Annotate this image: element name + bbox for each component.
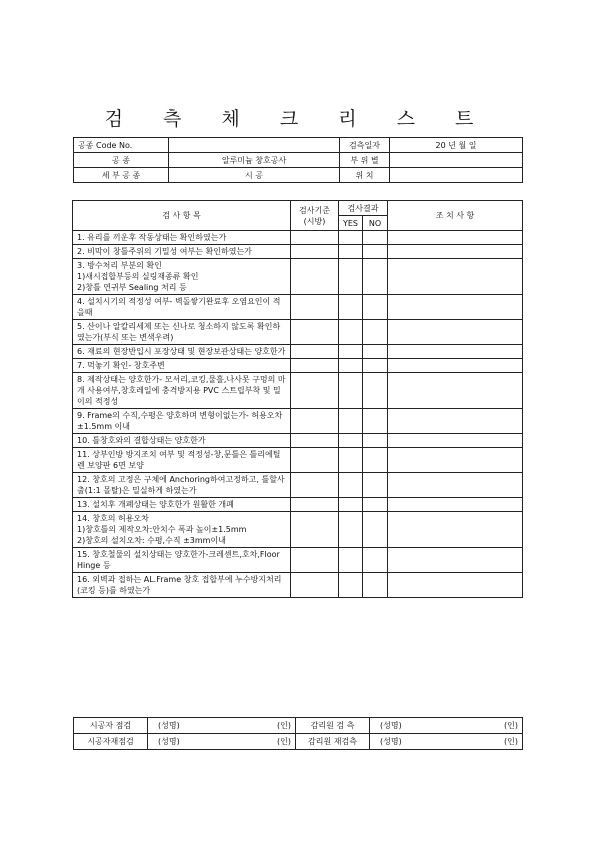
standard-cell[interactable] [291, 373, 339, 409]
table-row [73, 434, 523, 448]
seal-label: (인) [277, 737, 291, 746]
contractor-check-sign[interactable] [148, 718, 296, 734]
standard-cell[interactable] [291, 259, 339, 295]
no-cell[interactable] [363, 573, 388, 598]
col-result-header: 검사결과 [339, 201, 388, 216]
inspection-date-value[interactable]: 20 년 월 일 [390, 138, 523, 153]
page-title: 검 측 체 크 리 스 트 [104, 108, 491, 130]
col-items-header: 검 사 항 목 [73, 201, 291, 231]
table-row [73, 512, 523, 548]
no-cell[interactable] [363, 409, 388, 434]
table-row [73, 245, 523, 259]
yes-cell[interactable] [339, 345, 363, 359]
no-cell[interactable] [363, 320, 388, 345]
standard-cell[interactable] [291, 245, 339, 259]
checklist-item: 7. 먹놓기 확인- 창호주변 [73, 359, 291, 373]
yes-cell[interactable] [339, 473, 363, 498]
seal-label: (인) [504, 721, 518, 730]
table-row [73, 345, 523, 359]
table-row [73, 231, 523, 245]
standard-cell[interactable] [291, 320, 339, 345]
yes-cell[interactable] [339, 320, 363, 345]
no-cell[interactable] [363, 434, 388, 448]
table-row [73, 295, 523, 320]
checklist-item: 9. Frame의 수직,수평은 양호하며 변형이없는가- 허용오차 ±1.5mm 이내 [73, 409, 291, 434]
checklist-item: 16. 외벽과 접하는 AL.Frame 창호 접합부에 누수방지처리(코킹 등)를 하였는가 [73, 573, 291, 598]
checklist-item: 2. 비막이 창틀주위의 기밀성 여부는 확인하였는가 [73, 245, 291, 259]
table-row [73, 409, 523, 434]
table-row [73, 373, 523, 409]
code-value[interactable] [169, 138, 340, 153]
standard-cell[interactable] [291, 473, 339, 498]
action-cell[interactable] [388, 295, 523, 320]
standard-cell[interactable] [291, 409, 339, 434]
yes-cell[interactable] [339, 498, 363, 512]
yes-cell[interactable] [339, 434, 363, 448]
name-label: (성명) [380, 737, 402, 746]
work-label: 공 종 [74, 153, 169, 168]
checklist-item: 8. 제작상태는 양호한가- 모서리,코킹,물흘,나사못 구멍의 마개 사용여부,창호레일에 충격방지용 PVC 스트립부착 및 밀이의 적정성 [73, 373, 291, 409]
standard-cell[interactable] [291, 359, 339, 373]
action-cell[interactable] [388, 512, 523, 548]
yes-cell[interactable] [339, 245, 363, 259]
standard-cell[interactable] [291, 231, 339, 245]
action-cell[interactable] [388, 320, 523, 345]
standard-cell[interactable] [291, 345, 339, 359]
supervisor-check-label: 감리원 검 측 [296, 718, 370, 734]
contractor-check-label: 시공자 점검 [74, 718, 148, 734]
table-row [73, 498, 523, 512]
table-row [73, 320, 523, 345]
name-label: (성명) [380, 721, 402, 730]
standard-cell[interactable] [291, 295, 339, 320]
yes-cell[interactable] [339, 448, 363, 473]
table-row [73, 548, 523, 573]
contractor-recheck-label: 시공자재점검 [74, 734, 148, 750]
checklist-item: 1. 유리를 끼운후 작동상태는 확인하였는가 [73, 231, 291, 245]
standard-cell[interactable] [291, 448, 339, 473]
supervisor-check-sign[interactable] [370, 718, 523, 734]
col-standard-header: 검사기준 (시방) [291, 201, 339, 231]
no-cell[interactable] [363, 295, 388, 320]
supervisor-recheck-sign[interactable] [370, 734, 523, 750]
yes-cell[interactable] [339, 512, 363, 548]
checklist-item: 10. 틀창호와의 결합상태는 양호한가 [73, 434, 291, 448]
yes-cell[interactable] [339, 295, 363, 320]
name-label: (성명) [158, 737, 180, 746]
col-no-header: NO [363, 216, 388, 231]
header-table [73, 137, 523, 183]
no-cell[interactable] [363, 345, 388, 359]
seal-label: (인) [504, 737, 518, 746]
seal-label: (인) [277, 721, 291, 730]
standard-cell[interactable] [291, 573, 339, 598]
col-yes-header: YES [339, 216, 363, 231]
checklist-item: 11. 상부인방 방지조치 여부 및 적정성-창,문틀은 틀리에틸렌 보양판 6면 보양 [73, 448, 291, 473]
table-row [73, 573, 523, 598]
part-label: 부 위 별 [340, 153, 390, 168]
no-cell[interactable] [363, 231, 388, 245]
checklist-item: 13. 설치후 개폐상태는 양호한가 원활한 개폐 [73, 498, 291, 512]
action-cell[interactable] [388, 548, 523, 573]
action-cell[interactable] [388, 573, 523, 598]
no-cell[interactable] [363, 512, 388, 548]
checklist-item: 3. 방수처리 부분의 확인 1)새시접합부등의 실링재종류 확인 2)창틀 연귀부 Sealing 처리 등 [73, 259, 291, 295]
standard-cell[interactable] [291, 512, 339, 548]
no-cell[interactable] [363, 359, 388, 373]
code-label: 공종 Code No. [74, 138, 169, 153]
location-value[interactable] [390, 168, 523, 183]
action-cell[interactable] [388, 373, 523, 409]
col-action-header: 조 치 사 항 [388, 201, 523, 231]
action-cell[interactable] [388, 448, 523, 473]
no-cell[interactable] [363, 498, 388, 512]
checklist-item: 5. 산이나 알칼리세제 또는 신나로 청소하지 않도록 확인하였는가(부식 또는 변색우려) [73, 320, 291, 345]
standard-cell[interactable] [291, 498, 339, 512]
contractor-recheck-sign[interactable] [148, 734, 296, 750]
action-cell[interactable] [388, 359, 523, 373]
yes-cell[interactable] [339, 359, 363, 373]
yes-cell[interactable] [339, 231, 363, 245]
checklist-item: 12. 창호의 고정은 구체에 Anchoring하여고정하고, 틀할사출(1:1 몰탈)은 밀실하게 하였는가 [73, 473, 291, 498]
action-cell[interactable] [388, 345, 523, 359]
yes-cell[interactable] [339, 548, 363, 573]
no-cell[interactable] [363, 548, 388, 573]
action-cell[interactable] [388, 231, 523, 245]
part-value[interactable] [390, 153, 523, 168]
action-cell[interactable] [388, 409, 523, 434]
checklist-table [72, 200, 523, 598]
location-label: 위 치 [340, 168, 390, 183]
checklist-item: 15. 창호철물의 설치상태는 양호한가-크레센트,호차,Floor Hinge 등 [73, 548, 291, 573]
signature-table [73, 717, 523, 750]
action-cell[interactable] [388, 245, 523, 259]
table-row [73, 359, 523, 373]
yes-cell[interactable] [339, 373, 363, 409]
yes-cell[interactable] [339, 409, 363, 434]
name-label: (성명) [158, 721, 180, 730]
action-cell[interactable] [388, 473, 523, 498]
supervisor-recheck-label: 감리원 재검측 [296, 734, 370, 750]
detail-value[interactable]: 시 공 [169, 168, 340, 183]
action-cell[interactable] [388, 434, 523, 448]
table-row [73, 473, 523, 498]
action-cell[interactable] [388, 498, 523, 512]
checklist-item: 6. 재료의 현장반입시 포장상태 및 현장보관상태는 양호한가 [73, 345, 291, 359]
table-row [73, 259, 523, 295]
detail-label: 세 부 공 종 [74, 168, 169, 183]
no-cell[interactable] [363, 448, 388, 473]
yes-cell[interactable] [339, 573, 363, 598]
checklist-item: 4. 설치시기의 적정성 여부- 벽돌쌓기완료후 오염요인이 적을때 [73, 295, 291, 320]
no-cell[interactable] [363, 245, 388, 259]
no-cell[interactable] [363, 473, 388, 498]
inspection-date-label: 검측일자 [340, 138, 390, 153]
no-cell[interactable] [363, 373, 388, 409]
checklist-item: 14. 창호의 허용오차 1)창호틀의 제작오차:안치수 폭과 높이±1.5mm 2)창호의 설치오차: 수평,수직 ±3mm이내 [73, 512, 291, 548]
table-row [73, 448, 523, 473]
yes-cell[interactable] [339, 259, 363, 295]
action-cell[interactable] [388, 259, 523, 295]
standard-cell[interactable] [291, 548, 339, 573]
work-value[interactable]: 알루미늄 창호공사 [169, 153, 340, 168]
standard-cell[interactable] [291, 434, 339, 448]
no-cell[interactable] [363, 259, 388, 295]
